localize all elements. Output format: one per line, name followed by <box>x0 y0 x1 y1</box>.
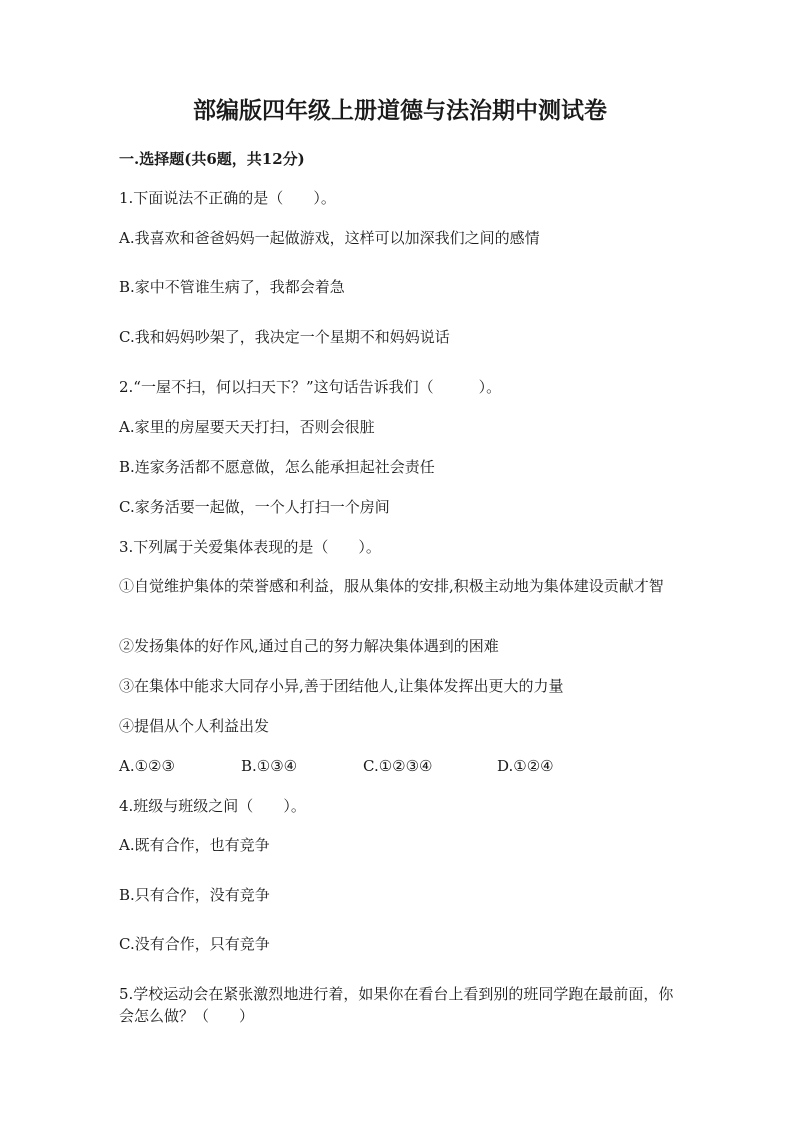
question-4-option-b: B.只有合作，没有竞争 <box>119 886 270 904</box>
question-4-option-a: A.既有合作，也有竞争 <box>119 836 270 854</box>
question-3-stem: 3.下列属于关爱集体表现的是（ ）。 <box>119 538 381 556</box>
question-4-stem: 4.班级与班级之间（ ）。 <box>119 797 306 815</box>
question-4-option-c: C.没有合作，只有竞争 <box>119 935 270 953</box>
question-3-options <box>119 755 689 777</box>
page-title: 部编版四年级上册道德与法治期中测试卷 <box>193 97 607 124</box>
section-heading: 一.选择题(共6题，共12分) <box>119 150 305 168</box>
question-3-item-1: ①自觉维护集体的荣誉感和利益，服从集体的安排,积极主动地为集体建设贡献才智 <box>119 577 664 595</box>
question-3-item-4: ④提倡从个人利益出发 <box>119 717 270 735</box>
question-5-stem: 5.学校运动会在紧张激烈地进行着，如果你在看台上看到别的班同学跑在最前面，你会怎么做？（ ） <box>119 985 674 1025</box>
question-2-stem: 2.“一屋不扫，何以扫天下？”这句话告诉我们（ ）。 <box>119 378 502 396</box>
question-1-option-a: A.我喜欢和爸爸妈妈一起做游戏，这样可以加深我们之间的感情 <box>119 229 540 247</box>
question-3-option-d: D.①②④ <box>497 757 554 775</box>
question-2-option-b: B.连家务活都不愿意做，怎么能承担起社会责任 <box>119 458 435 476</box>
question-3-option-b: B.①③④ <box>241 757 298 775</box>
question-1-stem: 1.下面说法不正确的是（ ）。 <box>119 189 336 207</box>
question-3-item-3: ③在集体中能求大同存小异,善于团结他人,让集体发挥出更大的力量 <box>119 677 564 695</box>
question-2-option-a: A.家里的房屋要天天打扫，否则会很脏 <box>119 418 375 436</box>
question-3-option-c: C.①②③④ <box>363 757 433 775</box>
question-2-option-c: C.家务活要一起做，一个人打扫一个房间 <box>119 498 390 516</box>
question-1-option-c: C.我和妈妈吵架了，我决定一个星期不和妈妈说话 <box>119 328 450 346</box>
question-1-option-b: B.家中不管谁生病了，我都会着急 <box>119 278 345 296</box>
question-3-option-a: A.①②③ <box>119 757 175 775</box>
question-3-item-2: ②发扬集体的好作风,通过自己的努力解决集体遇到的困难 <box>119 637 499 655</box>
